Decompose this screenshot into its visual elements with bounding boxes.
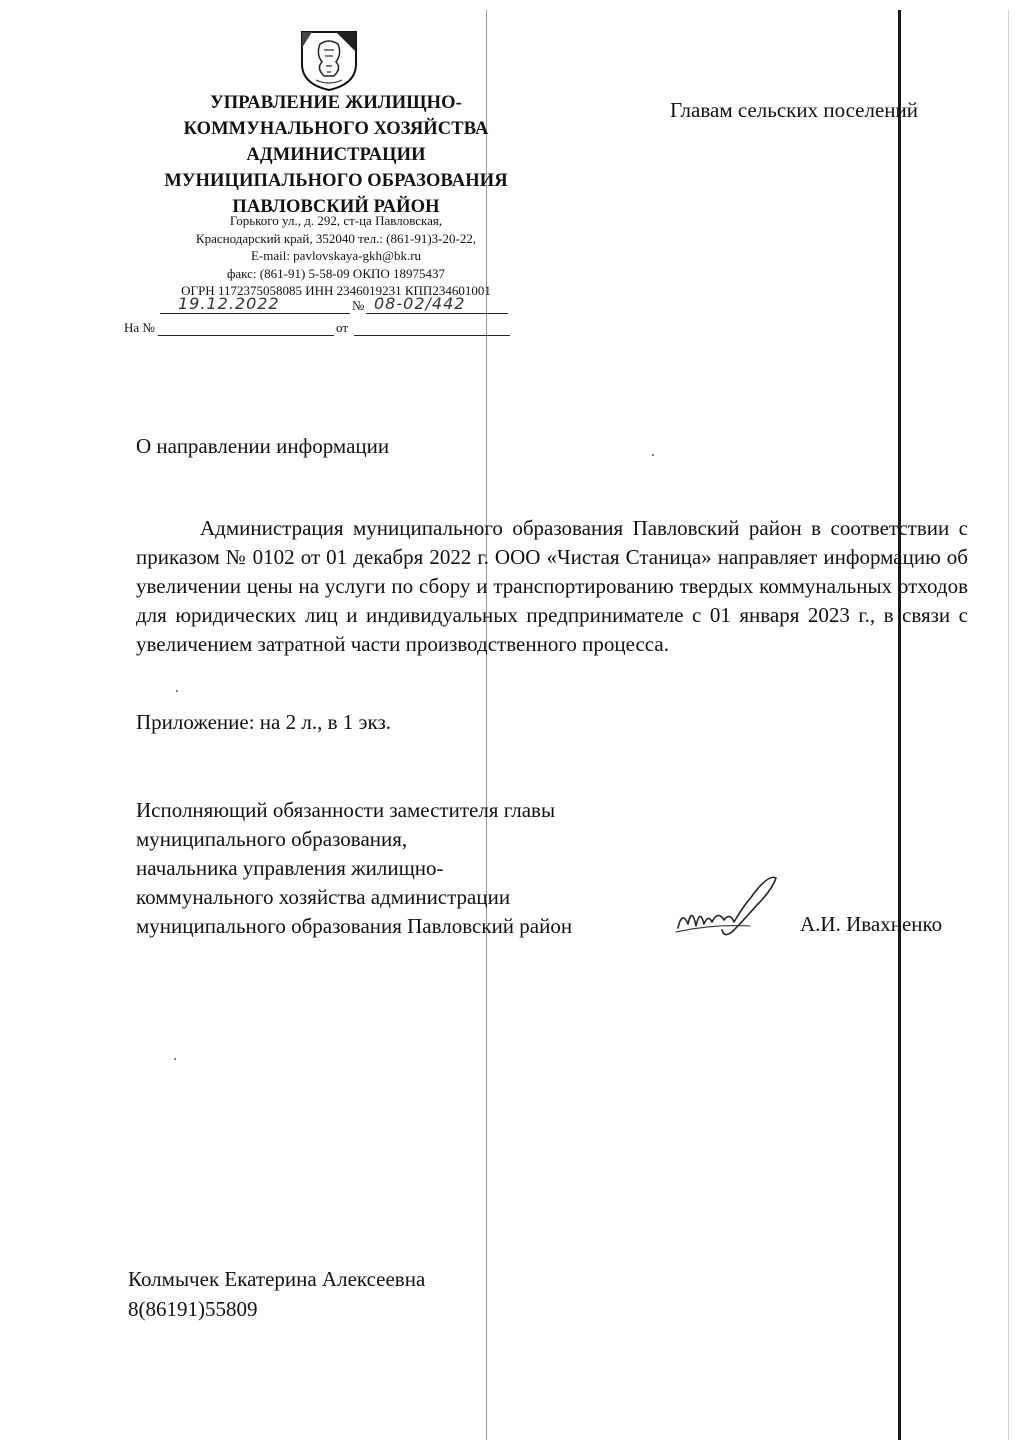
executor-info — [128, 1264, 425, 1324]
underline — [354, 335, 510, 336]
scan-artifact-line — [898, 10, 901, 1440]
org-name-line: АДМИНИСТРАЦИИ — [246, 145, 426, 165]
underline — [366, 313, 508, 314]
letter-body: Администрация муниципального образования Павловский район в соответствии с приказом № 0102 от 01 декабря 2022 г. ООО «Чистая Станица» направляет информацию об увеличении цены на услуги по сбору и транспортированию твердых коммунальных отходов для юридических лиц и индивидуальных предпринимателе с 01 января 2023 г., в связи с увеличением затратной части производственного процесса. — [136, 516, 968, 656]
underline — [160, 313, 350, 314]
signer-position-line: муниципального образования Павловский район — [136, 914, 573, 938]
contact-line: Горького ул., д. 292, ст-ца Павловская, — [229, 213, 443, 228]
signer-position-line: начальника управления жилищно- — [136, 856, 444, 880]
executor-phone: 8(86191)55809 — [128, 1297, 258, 1321]
organization-contacts — [118, 212, 554, 300]
reg-date: 19.12.2022 — [178, 294, 280, 313]
contact-line: факс: (861-91) 5-58-09 ОКПО 18975437 — [226, 265, 446, 281]
reference-row — [124, 318, 514, 340]
addressee: Главам сельских поселений — [670, 98, 919, 122]
signer-position — [136, 796, 572, 941]
reg-number-label: № — [352, 298, 365, 313]
org-name-line: МУНИЦИПАЛЬНОГО ОБРАЗОВАНИЯ — [164, 171, 508, 191]
org-name-line: ПАВЛОВСКИЙ РАЙОН — [232, 197, 440, 217]
contact-line: E-mail: pavlovskaya-gkh@bk.ru — [250, 248, 422, 263]
org-name-line: КОММУНАЛЬНОГО ХОЗЯЙСТВА — [183, 119, 489, 139]
signer-position-line: муниципального образования, — [136, 827, 408, 851]
letter-subject: О направлении информации — [136, 434, 390, 458]
org-name-line: УПРАВЛЕНИЕ ЖИЛИЩНО- — [210, 93, 462, 113]
ref-number-label: На № — [124, 320, 155, 335]
signer-name: А.И. Ивахненко — [800, 912, 943, 936]
executor-name: Колмычек Екатерина Алексеевна — [128, 1267, 426, 1291]
scan-speck — [174, 1058, 176, 1060]
underline — [158, 335, 334, 336]
coat-of-arms-emblem — [298, 28, 360, 92]
contact-line: ОГРН 1172375058085 ИНН 2346019231 КПП234601001 — [181, 283, 491, 298]
scan-speck — [652, 454, 654, 456]
reg-number: 08-02/442 — [374, 294, 466, 313]
scan-speck — [176, 690, 178, 692]
contact-line: Краснодарский край, 352040 тел.: (861-91)3-20-22, — [195, 230, 477, 246]
signer-position-line: коммунального хозяйства администрации — [136, 885, 511, 909]
handwritten-signature — [672, 866, 782, 946]
registration-row — [160, 296, 510, 318]
organization-name — [118, 90, 554, 220]
scan-artifact-line — [1008, 10, 1009, 1440]
attachment-note: Приложение: на 2 л., в 1 экз. — [136, 710, 391, 734]
ref-from-label: от — [336, 320, 349, 335]
signer-position-line: Исполняющий обязанности заместителя главы — [136, 798, 556, 822]
